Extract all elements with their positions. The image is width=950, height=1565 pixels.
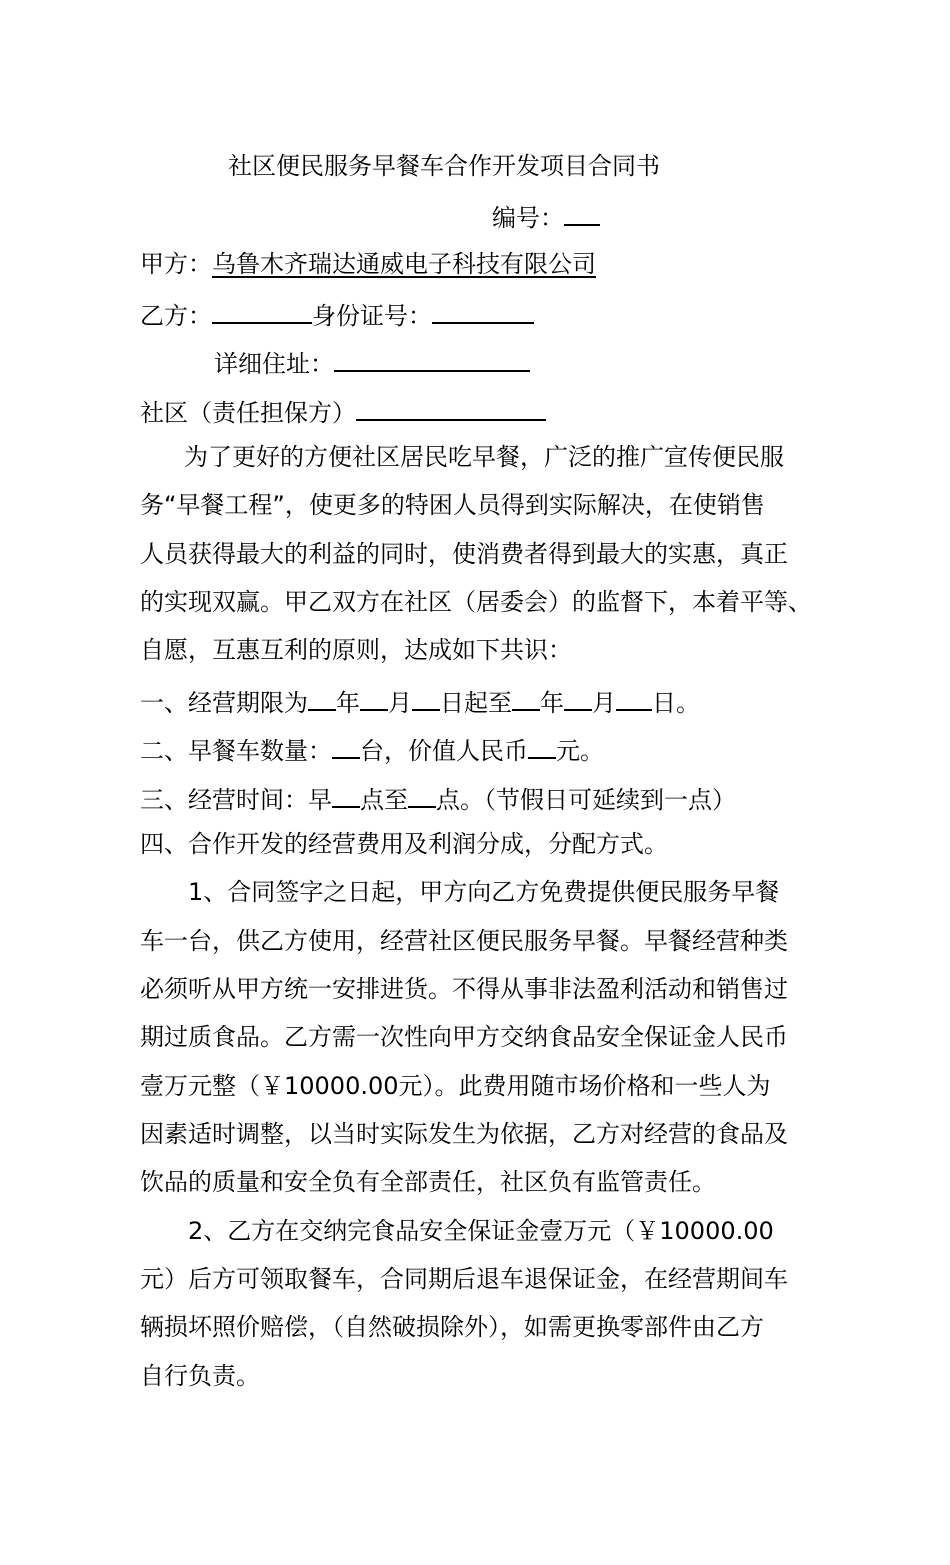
blank (528, 731, 556, 759)
blank (332, 780, 360, 808)
blank (512, 683, 540, 711)
intro-line: 的实现双赢。甲乙双方在社区（居委会）的监督下，本着平等、 (140, 588, 812, 616)
party-b-line (140, 296, 534, 332)
contract-number (492, 198, 600, 234)
clause-1-text: 日。 (652, 689, 700, 717)
community-line (140, 393, 546, 429)
clause-2-text: 元。 (556, 737, 604, 765)
item-1-line: 必须听从甲方统一安排进货。不得从事非法盈利活动和销售过 (140, 975, 788, 1003)
item-1-line: 壹万元整（￥10000.00元）。此费用随市场价格和一些人为 (140, 1072, 771, 1100)
item-1-line: 期过质食品。乙方需一次性向甲方交纳食品安全保证金人民币 (140, 1023, 788, 1051)
community-blank (356, 393, 546, 421)
item-2-line: 自行负责。 (140, 1362, 260, 1390)
blank (332, 731, 360, 759)
item-2-line: 2、乙方在交纳完食品安全保证金壹万元（￥10000.00 (188, 1217, 774, 1245)
clause-1-text: 年 (540, 689, 564, 717)
item-2-line: 辆损坏照价赔偿，（自然破损除外），如需更换零部件由乙方 (140, 1313, 764, 1341)
blank (616, 683, 652, 711)
clause-3-text: 点至 (360, 786, 408, 814)
party-b-label: 乙方： (140, 302, 212, 330)
address-blank (334, 344, 530, 372)
intro-line: 自愿，互惠互利的原则，达成如下共识： (140, 636, 572, 664)
party-b-address-line (214, 344, 530, 380)
clause-2 (140, 731, 604, 767)
clause-1-text: 年 (336, 689, 360, 717)
clause-3-text: 点。（节假日可延续到一点） (436, 786, 736, 814)
clause-3 (140, 780, 736, 816)
intro-line: 务“早餐工程”，使更多的特困人员得到实际解决，在使销售 (140, 491, 765, 519)
address-label: 详细住址： (214, 350, 334, 378)
item-1-line: 因素适时调整，以当时实际发生为依据，乙方对经营的食品及 (140, 1120, 788, 1148)
blank (360, 683, 388, 711)
party-b-id-blank (432, 296, 534, 324)
blank (308, 683, 336, 711)
clause-2-text: 二、早餐车数量： (140, 737, 332, 765)
party-b-name-blank (212, 296, 312, 324)
clause-3-text: 三、经营时间：早 (140, 786, 332, 814)
party-b-id-label: 身份证号： (312, 302, 432, 330)
clause-1-text: 月 (592, 689, 616, 717)
party-a-label: 甲方： (140, 250, 212, 278)
item-2-line: 元）后方可领取餐车，合同期后退车退保证金，在经营期间车 (140, 1265, 788, 1293)
intro-line: 人员获得最大的利益的同时，使消费者得到最大的实惠，真正 (140, 540, 788, 568)
document-title: 社区便民服务早餐车合作开发项目合同书 (228, 152, 660, 180)
item-1-line: 1、合同签字之日起，甲方向乙方免费提供便民服务早餐 (188, 878, 780, 906)
blank (408, 780, 436, 808)
clause-4: 四、合作开发的经营费用及利润分成，分配方式。 (140, 830, 668, 858)
number-label: 编号： (492, 204, 564, 232)
party-a-line (140, 248, 596, 280)
clause-1 (140, 683, 700, 719)
number-blank (564, 198, 600, 226)
intro-line: 为了更好的方便社区居民吃早餐，广泛的推广宣传便民服 (184, 443, 784, 471)
party-a-name: 乌鲁木齐瑞达通威电子科技有限公司 (212, 250, 596, 278)
clause-1-text: 一、经营期限为 (140, 689, 308, 717)
clause-1-text: 日起至 (440, 689, 512, 717)
item-1-line: 车一台，供乙方使用，经营社区便民服务早餐。早餐经营种类 (140, 927, 788, 955)
clause-2-text: 台，价值人民币 (360, 737, 528, 765)
blank (564, 683, 592, 711)
community-label: 社区（责任担保方） (140, 399, 356, 427)
item-1-line: 饮品的质量和安全负有全部责任，社区负有监管责任。 (140, 1168, 716, 1196)
blank (412, 683, 440, 711)
clause-1-text: 月 (388, 689, 412, 717)
